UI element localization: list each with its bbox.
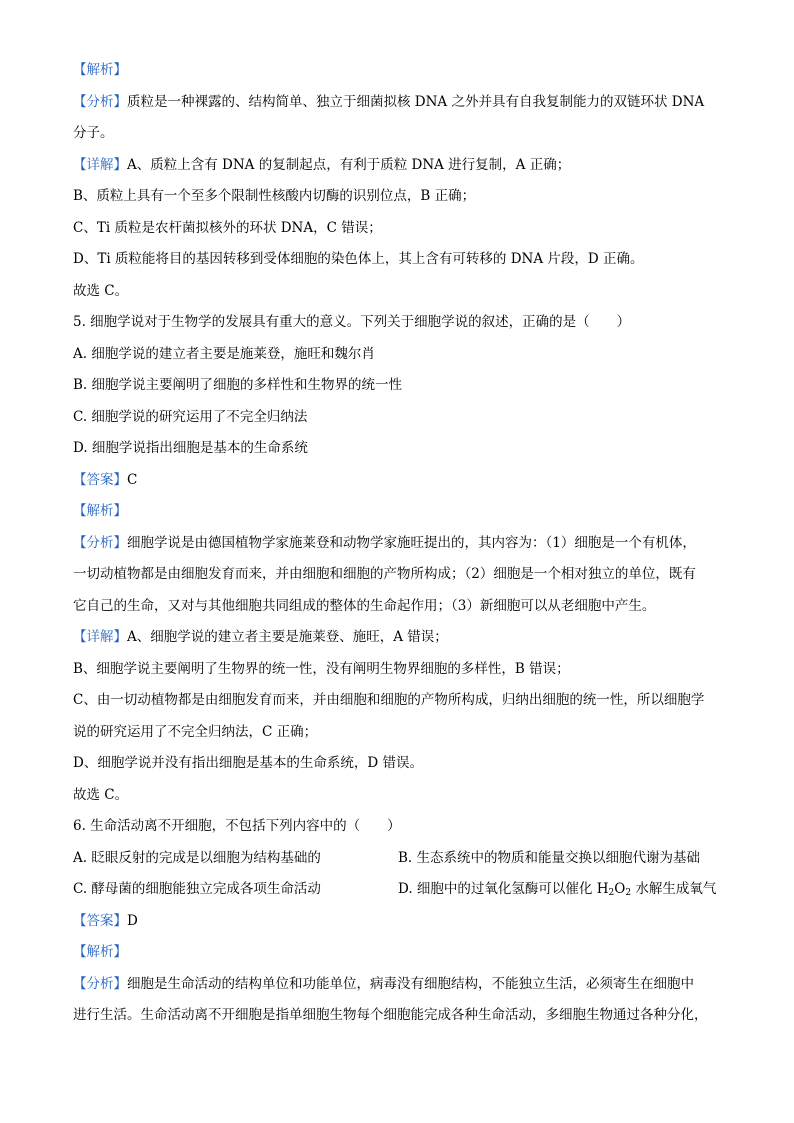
document-page (73, 62, 723, 1039)
q6-answer: 【答案】D (73, 912, 138, 929)
q6-fenxi-line-2: 进行生活。生命活动离不开细胞是指单细胞生物每个细胞能完成各种生命活动，多细胞生物通过各种分化， (73, 1007, 708, 1023)
q5-line-c-1: C、由一切动植物都是由细胞发育而来，并由细胞和细胞的产物所构成，归纳出细胞的统一性，所以细胞学 (73, 692, 705, 708)
q6-jiexi-heading: 【解析】 (73, 944, 127, 960)
q5-line-c-2: 说的研究运用了不完全归纳法，C 正确； (73, 723, 318, 740)
q5-fenxi-line-1: 【分析】细胞学说是由德国植物学家施莱登和动物学家施旺提出的，其内容为：（1）细胞是一个有机体， (73, 534, 696, 551)
q5-line-b: B、细胞学说主要阐明了生物界的统一性，没有阐明生物界细胞的多样性，B 错误； (73, 660, 570, 677)
q6-option-a: A. 眨眼反射的完成是以细胞为结构基础的 (73, 849, 321, 866)
q5-conclusion: 故选 C。 (73, 786, 129, 803)
q5-option-a: A. 细胞学说的建立者主要是施莱登，施旺和魏尔肖 (73, 345, 375, 362)
q5-jiexi-heading: 【解析】 (73, 503, 127, 519)
q6-stem: 6. 生命活动离不开细胞，不包括下列内容中的（ ） (73, 818, 401, 834)
q4-fenxi-line-2: 分子。 (73, 125, 114, 141)
q5-option-b: B. 细胞学说主要阐明了细胞的多样性和生物界的统一性 (73, 377, 403, 393)
q5-answer: 【答案】C (73, 471, 138, 488)
q5-line-d: D、细胞学说并没有指出细胞是基本的生命系统，D 错误。 (73, 755, 423, 771)
q5-xiangjie-line-a: 【详解】A、细胞学说的建立者主要是施莱登、施旺，A 错误； (73, 629, 448, 645)
q5-option-c: C. 细胞学说的研究运用了不完全归纳法 (73, 408, 308, 425)
q4-conclusion: 故选 C。 (73, 282, 129, 299)
q6-option-d: D. 细胞中的过氧化氢酶可以催化 $H_2O_2$ 水解生成氧气 (398, 881, 717, 898)
q6-options-row-1 (73, 850, 723, 867)
q4-line-c: C、Ti 质粒是农杆菌拟核外的环状 DNA，C 错误； (73, 219, 382, 236)
q4-line-b: B、质粒上具有一个至多个限制性核酸内切酶的识别位点，B 正确； (73, 188, 476, 204)
q5-option-d: D. 细胞学说指出细胞是基本的生命系统 (73, 440, 308, 456)
q5-fenxi-line-3: 它自己的生命，又对与其他细胞共同组成的整体的生命起作用；（3）新细胞可以从老细胞中产生。 (73, 597, 656, 614)
q5-fenxi-line-2: 一切动植物都是由细胞发育而来，并由细胞和细胞的产物所构成；（2）细胞是一个相对独立的单位，既有 (73, 566, 696, 582)
q4-jiexi-heading: 【解析】 (73, 62, 127, 78)
q5-stem: 5. 细胞学说对于生物学的发展具有重大的意义。下列关于细胞学说的叙述，正确的是（ ） (73, 314, 631, 330)
q4-line-d: D、Ti 质粒能将目的基因转移到受体细胞的染色体上，其上含有可转移的 DNA 片段，D 正确。 (73, 251, 644, 267)
q6-option-b: B. 生态系统中的物质和能量交换以细胞代谢为基础 (398, 849, 701, 866)
q6-fenxi-line-1: 【分析】细胞是生命活动的结构单位和功能单位，病毒没有细胞结构，不能独立生活，必须寄生在细胞中 (73, 975, 694, 992)
q4-xiangjie-line-a: 【详解】A、质粒上含有 DNA 的复制起点，有利于质粒 DNA 进行复制，A 正确； (73, 156, 571, 173)
q6-option-c: C. 酵母菌的细胞能独立完成各项生命活动 (73, 881, 321, 897)
q6-options-row-2 (73, 881, 723, 898)
q4-fenxi-line-1: 【分析】质粒是一种裸露的、结构简单、独立于细菌拟核 DNA 之外并具有自我复制能力的双链环状 DNA (73, 93, 705, 110)
